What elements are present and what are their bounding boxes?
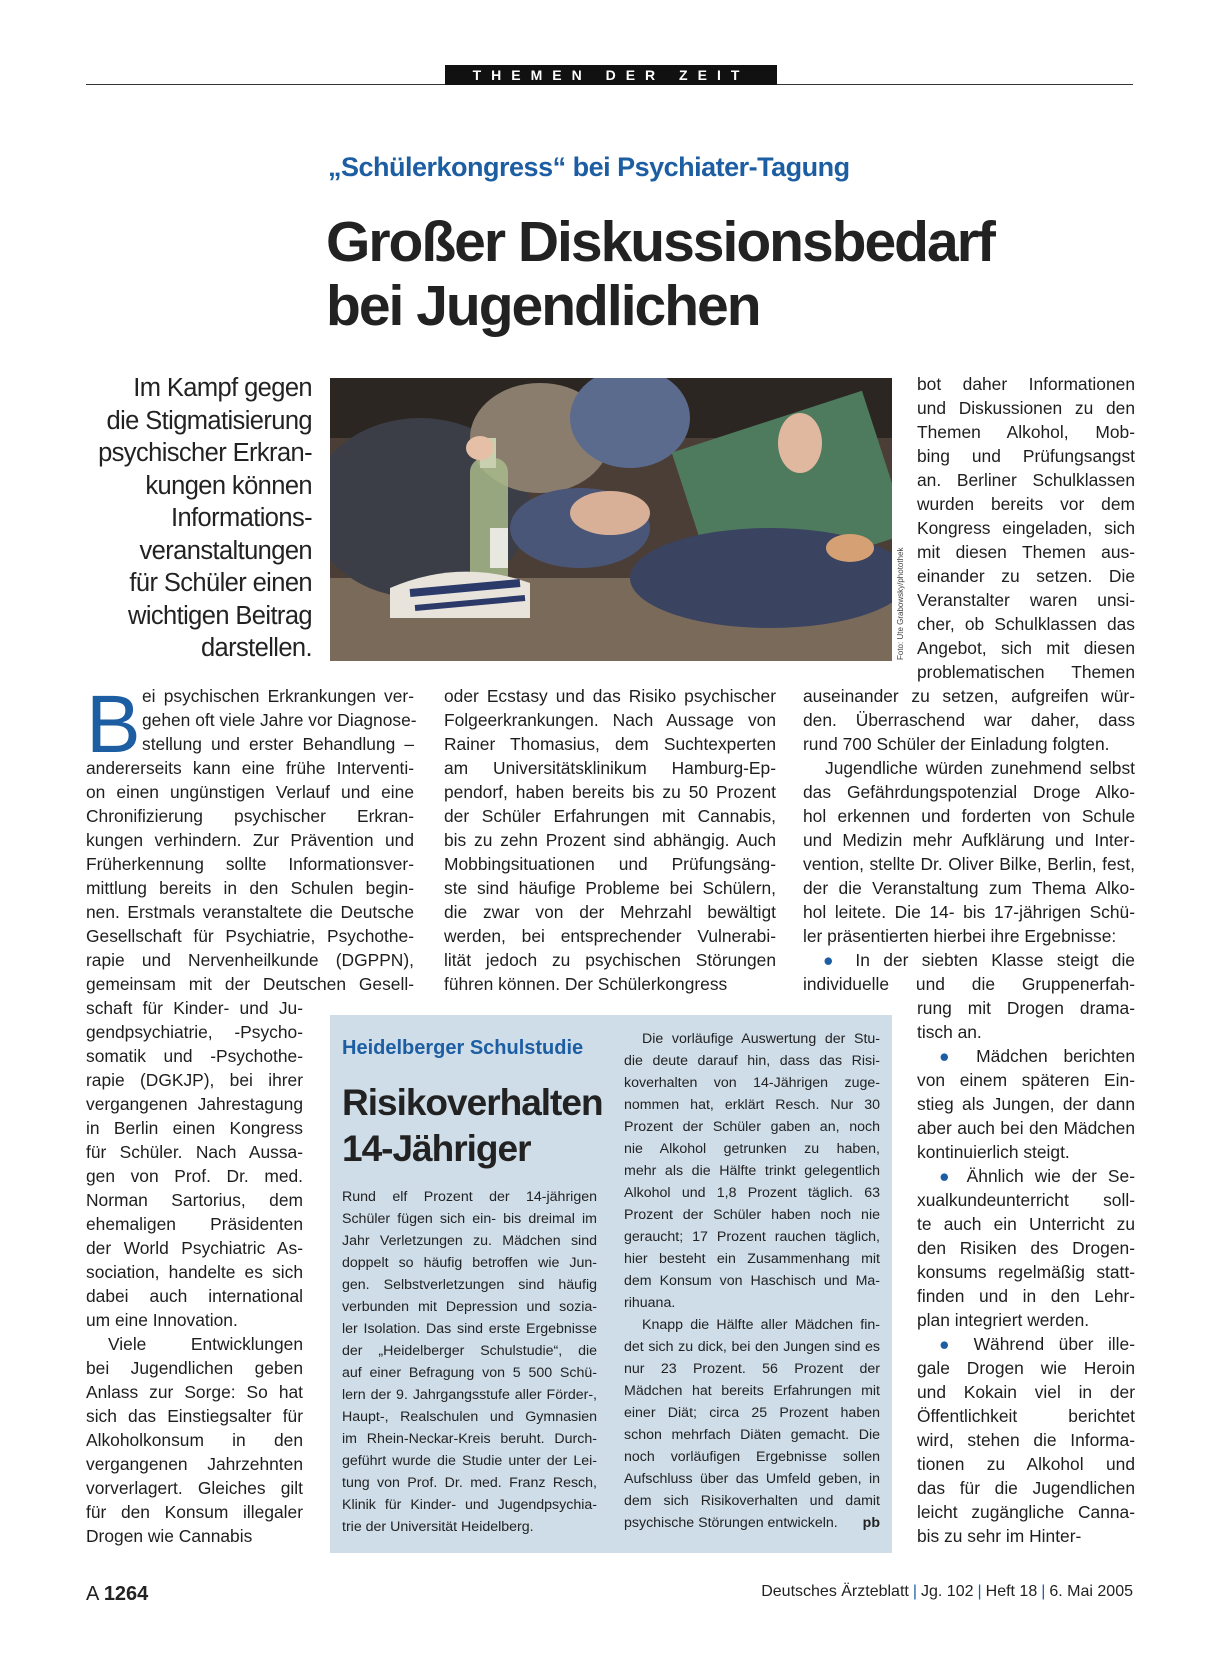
text-line: Norman Sartorius, dem xyxy=(86,1190,303,1210)
text-line: ● Ähnlich wie der Se- xyxy=(939,1166,1135,1186)
text-line: Mädchen hat bereits Erfahrungen mit xyxy=(624,1383,880,1399)
text-line: einander zu setzen. Die xyxy=(917,566,1135,586)
text-line: te auch ein Unterricht zu xyxy=(917,1214,1135,1234)
text-line: Kongress eingeladen, sich xyxy=(917,518,1135,538)
text-line: für den Konsum illegaler xyxy=(86,1502,303,1522)
text-line: ehemaligen Präsidenten xyxy=(86,1214,303,1234)
text-line: andererseits kann eine frühe Interventi- xyxy=(86,758,414,778)
infobox-headline-line: Risikoverhalten xyxy=(342,1082,603,1123)
text-line: sich das Einstiegsalter für xyxy=(86,1406,303,1426)
text-line: rihuana. xyxy=(624,1295,676,1311)
text-line: Mobbingsituationen und Prüfungsäng- xyxy=(444,854,776,874)
bullet-icon: ● xyxy=(823,950,856,970)
text-line: wurden bereits vor dem xyxy=(917,494,1135,514)
infobox-column-1 xyxy=(342,1186,597,1538)
text-line: bot daher Informationen xyxy=(917,374,1135,394)
text-line: lern der 9. Jahrgangsstufe aller Förder-, xyxy=(342,1387,597,1403)
headline-line: Großer Diskussionsbedarf xyxy=(326,210,994,274)
page-number-value: 1264 xyxy=(103,1583,149,1605)
bullet-icon: ● xyxy=(939,1166,967,1186)
author-signature: pb xyxy=(862,1515,880,1531)
text-line: gendpsychiatrie, -Psycho- xyxy=(86,1022,303,1042)
text-line: auf einer Befragung von 5 500 Schü- xyxy=(342,1365,597,1381)
text-line: kungen verhindern. Zur Prävention und xyxy=(86,830,414,850)
text-line: geraucht; 17 Prozent rauchen täglich, xyxy=(624,1229,880,1245)
lead-line: die Stigmatisierung xyxy=(106,406,312,435)
text-line: Rainer Thomasius, dem Suchtexperten xyxy=(444,734,776,754)
text-line: Themen Alkohol, Mob- xyxy=(917,422,1135,442)
lead-line: darstellen. xyxy=(200,634,312,662)
text-line: bei Jugendlichen geben xyxy=(86,1358,303,1378)
text-line: Jugendliche würden zunehmend selbst xyxy=(825,758,1135,778)
photo-illustration xyxy=(330,378,892,661)
text-line: ei psychischen Erkrankungen ver- xyxy=(142,686,414,706)
text-line: werden, bei entsprechender Vulnerabi- xyxy=(444,926,776,946)
footer-separator: | xyxy=(912,1583,917,1600)
text-line: Drogen wie Cannabis xyxy=(86,1526,253,1546)
text-line: der die Veranstaltung zum Thema Alko- xyxy=(803,878,1135,898)
page-prefix: A xyxy=(86,1583,99,1605)
text-line: xualkundeunterricht soll- xyxy=(917,1190,1135,1210)
text-line: ste sind häufige Probleme bei Schülern, xyxy=(444,878,776,898)
text-line: schaft für Kinder- und Ju- xyxy=(86,998,303,1018)
journal-name: Deutsches Ärzteblatt xyxy=(761,1583,909,1600)
lead-line: Im Kampf gegen xyxy=(133,374,312,402)
text-line: lität jedoch zu psychischen Störungen xyxy=(444,950,776,970)
text-line: vention, stellte Dr. Oliver Bilke, Berlin, fest, xyxy=(803,854,1135,874)
column-1-narrow xyxy=(86,996,303,1548)
text-line: Prozent der Schüler gaben an, noch xyxy=(624,1119,880,1135)
text-line: Viele Entwicklungen xyxy=(108,1334,303,1354)
text-line: noch vorläufigen Ergebnisse sollen xyxy=(624,1449,880,1465)
text-line: gemeinsam mit der Deutschen Gesell- xyxy=(86,974,414,994)
column-1 xyxy=(86,756,414,996)
article-photo xyxy=(330,378,892,661)
footer-separator: | xyxy=(1041,1583,1046,1600)
text-line: individuelle und die Gruppenerfah- xyxy=(803,974,1135,994)
text-line: gale Drogen wie Heroin xyxy=(917,1358,1135,1378)
text-line: verbunden mit Depression und sozia- xyxy=(342,1299,597,1315)
text-line: mit diesen Themen aus- xyxy=(917,542,1135,562)
text-line: Schüler fügen sich ein- bis dreimal im xyxy=(342,1211,597,1227)
text-line: vorverlagert. Gleiches gilt xyxy=(86,1478,303,1498)
text-line: konsums regelmäßig statt- xyxy=(917,1262,1135,1282)
photo-credit: Foto: Ute Grabowsky/photothek xyxy=(896,547,905,660)
text-line: Alkohol und 1,8 Prozent täglich. 63 xyxy=(624,1185,880,1201)
lead-line: für Schüler einen xyxy=(129,569,312,597)
text-line: gen. Selbstverletzungen sind häufig xyxy=(342,1277,597,1293)
text-line: tisch an. xyxy=(917,1022,982,1042)
text-line: stellung und erster Behandlung – xyxy=(142,734,414,754)
text-line: bing und Prüfungsangst xyxy=(917,446,1135,466)
text-line: Gesellschaft für Psychiatrie, Psychothe- xyxy=(86,926,414,946)
text-line: die zwar von der Mehrzahl bewältigt xyxy=(444,902,776,922)
text-line: nie Alkohol getrunken zu haben, xyxy=(624,1141,880,1157)
text-line: gen von Prof. Dr. med. xyxy=(86,1166,303,1186)
text-line: somatik und -Psychothe- xyxy=(86,1046,303,1066)
text-line: führen können. Der Schülerkongress xyxy=(444,974,728,994)
text-line: Die vorläufige Auswertung der Stu- xyxy=(642,1031,880,1047)
text-line: bis zu zehn Prozent sind abhängig. Auch xyxy=(444,830,776,850)
text-line: Aufschluss über das Umfeld geben, in xyxy=(624,1471,880,1487)
text-line: von einem späteren Ein- xyxy=(917,1070,1135,1090)
text-line: problematischen Themen xyxy=(917,662,1135,682)
text-line: plan integriert werden. xyxy=(917,1310,1090,1330)
text-line: das Gefährdungspotenzial Droge Alko- xyxy=(803,782,1135,802)
text-line: Jahr Verletzungen zu. Mädchen sind xyxy=(342,1233,597,1249)
headline-line: bei Jugendlichen xyxy=(326,274,760,338)
text-line: ● In der siebten Klasse steigt die xyxy=(823,950,1135,970)
text-line: bis zu sehr im Hinter- xyxy=(917,1526,1082,1546)
page-number xyxy=(86,1583,148,1606)
text-line: dabei auch international xyxy=(86,1286,303,1306)
text-line: Klinik für Kinder- und Jugendpsychia- xyxy=(342,1497,597,1513)
text-line: Veranstalter waren unsi- xyxy=(917,590,1135,610)
text-line: Folgeerkrankungen. Nach Aussage von xyxy=(444,710,776,730)
text-line: kontinuierlich steigt. xyxy=(917,1142,1070,1162)
journal-date: 6. Mai 2005 xyxy=(1049,1583,1133,1600)
text-line: schon mehrfach Diäten gemacht. Die xyxy=(624,1427,880,1443)
lead-line: psychischer Erkran- xyxy=(98,439,312,467)
text-line: hol leitete. Die 14- bis 17-jährigen Schü- xyxy=(803,902,1135,922)
text-line: rund 700 Schüler der Einladung folgten. xyxy=(803,734,1110,754)
text-line: und Medizin mehr Aufklärung und Inter- xyxy=(803,830,1135,850)
column-3-mid xyxy=(803,684,1135,996)
text-line: einer Diät; circa 25 Prozent haben xyxy=(624,1405,880,1421)
text-line: cher, ob Schulklassen das xyxy=(917,614,1135,634)
text-line: ler präsentierten hierbei ihre Ergebnisse: xyxy=(803,926,1117,946)
text-line: leicht zugängliche Canna- xyxy=(917,1502,1135,1522)
article-headline xyxy=(326,210,1046,338)
text-line: und Kokain viel in der xyxy=(917,1382,1135,1402)
column-3-bottom xyxy=(917,996,1135,1548)
bullet-icon: ● xyxy=(939,1334,974,1354)
column-1-top xyxy=(142,684,417,756)
text-line: tung von Prof. Dr. med. Franz Resch, xyxy=(342,1475,597,1491)
text-line: Rund elf Prozent der 14-jährigen xyxy=(342,1189,597,1205)
lead-line: wichtigen Beitrag xyxy=(128,601,312,630)
text-line: der World Psychiatric As- xyxy=(86,1238,303,1258)
text-line: doppelt so häufig betroffen wie Jun- xyxy=(342,1255,597,1271)
text-line: on einen ungünstigen Verlauf und eine xyxy=(86,782,414,802)
text-line: den Risiken des Drogen- xyxy=(917,1238,1135,1258)
text-line: ● Während über ille- xyxy=(939,1334,1135,1354)
text-line: den. Überraschend war daher, dass xyxy=(803,710,1135,730)
text-line: mehr als die Hälfte trinkt gelegentlich xyxy=(624,1163,880,1179)
text-line: Prozent der Schüler haben noch nie xyxy=(624,1207,880,1223)
infobox-kicker: Heidelberger Schulstudie xyxy=(342,1037,584,1059)
text-line: das für die Jugendlichen xyxy=(917,1478,1135,1498)
text-line: Öffentlichkeit berichtet xyxy=(917,1406,1135,1426)
text-line: Knapp die Hälfte aller Mädchen fin- xyxy=(642,1317,880,1333)
text-line: stieg als Jungen, der dann xyxy=(917,1094,1135,1114)
journal-volume: Jg. 102 xyxy=(921,1583,974,1600)
text-line: psychische Störungen entwickeln. pb xyxy=(624,1512,880,1534)
text-line: auseinander zu setzen, aufgreifen wür- xyxy=(803,686,1135,706)
text-line: geführt wurde die Studie unter der Lei- xyxy=(342,1453,597,1469)
text-line: det sich zu dick, bei den Jungen sind es xyxy=(624,1339,880,1355)
infobox-headline xyxy=(342,1080,612,1172)
text-line: mittlung bereits in den Schulen begin- xyxy=(86,878,414,898)
journal-issue: Heft 18 xyxy=(985,1583,1038,1600)
text-line: rung mit Drogen drama- xyxy=(917,998,1135,1018)
drop-cap: B xyxy=(86,679,141,770)
text-line: koverhalten von 14-Jährigen zuge- xyxy=(624,1075,880,1091)
footer-separator: | xyxy=(977,1583,982,1600)
section-rubric: THEMEN DER ZEIT xyxy=(445,65,777,85)
column-2 xyxy=(444,684,776,996)
text-line: am Universitätsklinikum Hamburg-Ep- xyxy=(444,758,776,778)
text-line: Chronifizierung psychischer Erkran- xyxy=(86,806,414,826)
text-line: hol erkennen und forderten von Schule xyxy=(803,806,1135,826)
text-line: Früherkennung sollte Informationsver- xyxy=(86,854,414,874)
text-line: und Diskussionen zu den xyxy=(917,398,1135,418)
text-line: rapie und Nervenheilkunde (DGPPN), xyxy=(86,950,414,970)
text-line: trie der Universität Heidelberg. xyxy=(342,1519,534,1535)
text-line: tionen zu Alkohol und xyxy=(917,1454,1135,1474)
text-line: im Rhein-Neckar-Kreis beruht. Durch- xyxy=(342,1431,597,1447)
text-line: die deute darauf hin, dass das Risi- xyxy=(624,1053,880,1069)
text-line: in Berlin einen Kongress xyxy=(86,1118,303,1138)
text-line: der „Heidelberger Schulstudie“, die xyxy=(342,1343,597,1359)
text-line: der Schüler Erfahrungen mit Cannabis, xyxy=(444,806,776,826)
text-line: finden und in den Lehr- xyxy=(917,1286,1135,1306)
text-line: Alkoholkonsum in den xyxy=(86,1430,303,1450)
text-line: nur 23 Prozent. 56 Prozent der xyxy=(624,1361,880,1377)
lead-line: veranstaltungen xyxy=(139,536,312,565)
text-line: vergangenen Jahrestagung xyxy=(86,1094,303,1114)
article-kicker: „Schülerkongress“ bei Psychiater-Tagung xyxy=(328,152,850,182)
lead-paragraph xyxy=(86,372,312,665)
text-line: nommen hat, erklärt Resch. Nur 30 xyxy=(624,1097,880,1113)
bullet-icon: ● xyxy=(939,1046,977,1066)
text-line: ler Isolation. Das sind erste Ergebnisse xyxy=(342,1321,597,1337)
text-line: sociation, handelte es sich xyxy=(86,1262,303,1282)
text-line: nen. Erstmals veranstaltete die Deutsche xyxy=(86,902,414,922)
text-line: Anlass zur Sorge: So hat xyxy=(86,1382,303,1402)
text-line: vergangenen Jahrzehnten xyxy=(86,1454,303,1474)
text-line: wird, stehen die Informa- xyxy=(917,1430,1135,1450)
text-line: oder Ecstasy und das Risiko psychischer xyxy=(444,686,776,706)
text-line: um eine Innovation. xyxy=(86,1310,238,1330)
lead-line: Informations- xyxy=(170,504,312,532)
text-line: für Schüler. Nach Aussa- xyxy=(86,1142,303,1162)
text-line: rapie (DGKJP), bei ihrer xyxy=(86,1070,303,1090)
text-line: an. Berliner Schulklassen xyxy=(917,470,1135,490)
text-line: aber auch bei den Mädchen xyxy=(917,1118,1135,1138)
text-line: dem sich Risikoverhalten und damit xyxy=(624,1493,880,1509)
journal-footer xyxy=(761,1583,1133,1601)
text-line: pendorf, haben bereits bis zu 50 Prozent xyxy=(444,782,776,802)
infobox-headline-line: 14-Jähriger xyxy=(342,1128,531,1169)
text-line: Haupt-, Realschulen und Gymnasien xyxy=(342,1409,597,1425)
lead-line: kungen können xyxy=(145,471,312,500)
text-line: Angebot, sich mit diesen xyxy=(917,638,1135,658)
text-line: ● Mädchen berichten xyxy=(939,1046,1135,1066)
text-line: gehen oft viele Jahre vor Diagnose- xyxy=(142,710,417,730)
infobox-column-2 xyxy=(624,1028,880,1534)
text-line: hier besteht ein Zusammenhang mit xyxy=(624,1251,880,1267)
text-line: dem Konsum von Haschisch und Ma- xyxy=(624,1273,880,1289)
column-3-top xyxy=(917,372,1135,684)
